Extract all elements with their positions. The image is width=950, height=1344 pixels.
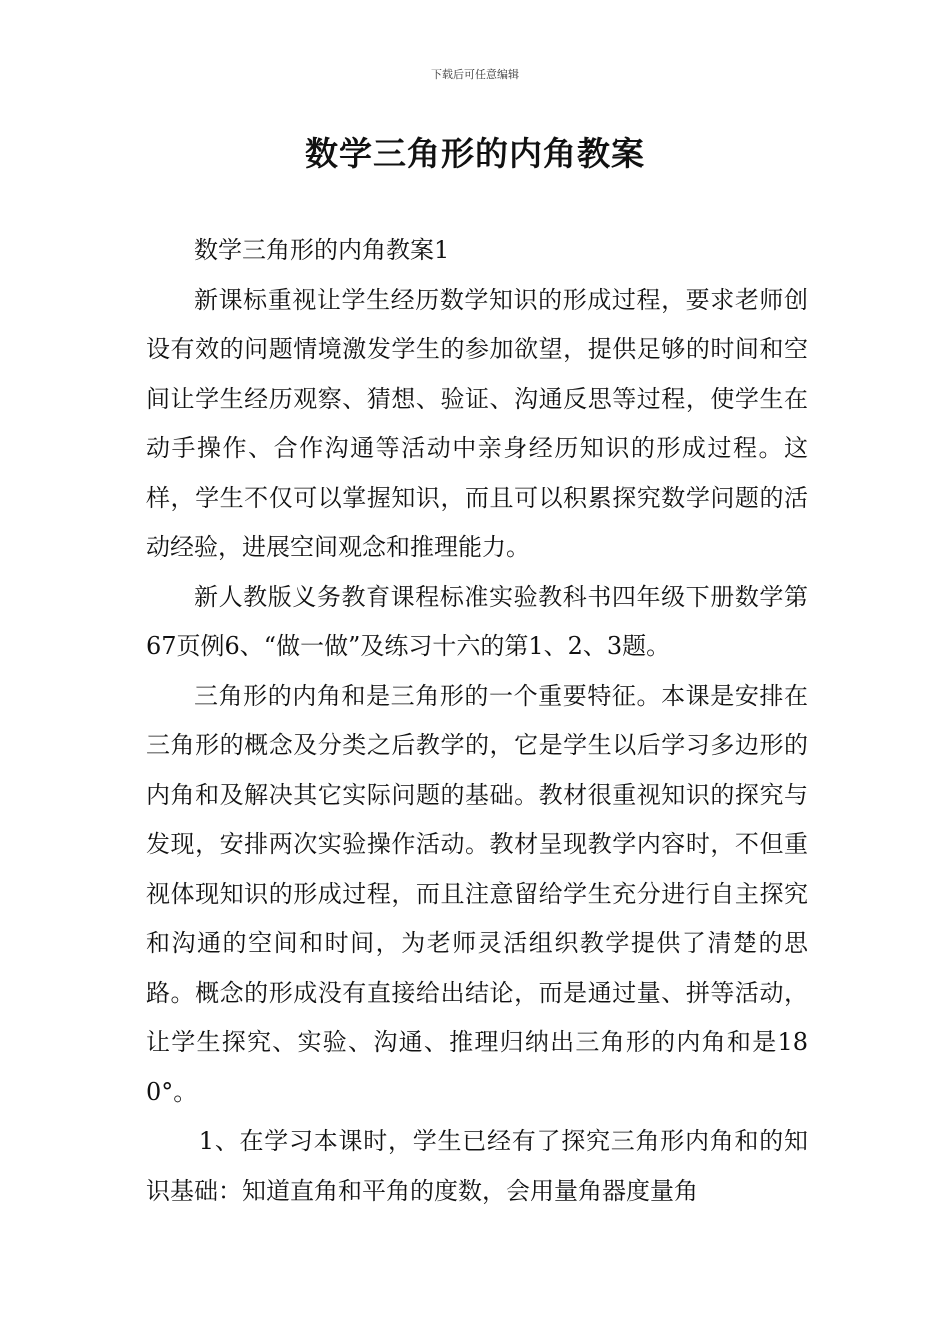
paragraph-textbook-reference: 新人教版义务教育课程标准实验教科书四年级下册数学第67页例6、“做一做”及练习十六的第1、2、3题。 (146, 582, 808, 660)
paragraph-intro: 新课标重视让学生经历数学知识的形成过程，要求老师创设有效的问题情境激发学生的参加欲望，提供足够的时间和空间让学生经历观察、猜想、验证、沟通反思等过程，使学生在动手操作、合作沟通等活动中亲身经历知识的形成过程。这样，学生不仅可以掌握知识，而且可以积累探究数学问题的活动经验，进展空间观念和推理能力。 (146, 285, 808, 561)
header-note: 下载后可任意编辑 (431, 68, 519, 81)
paragraph-analysis: 三角形的内角和是三角形的一个重要特征。本课是安排在三角形的概念及分类之后教学的，它是学生以后学习多边形的内角和及解决其它实际问题的基础。教材很重视知识的探究与发现，安排两次实验操作活动。教材呈现教学内容时，不但重视体现知识的形成过程，而且注意留给学生充分进行自主探究和沟通的空间和时间，为老师灵活组织教学提供了清楚的思路。概念的形成没有直接给出结论，而是通过量、拼等活动，让学生探究、实验、沟通、推理归纳出三角形的内角和是180°。 (146, 681, 808, 1106)
section-heading: 数学三角形的内角教案1 (194, 236, 450, 264)
paragraph-item-1: 1、在学习本课时，学生已经有了探究三角形内角和的知识基础：知道直角和平角的度数，会用量角器度量角 (146, 1127, 808, 1205)
document-title: 数学三角形的内角教案 (305, 134, 645, 173)
document-body (146, 226, 808, 1216)
